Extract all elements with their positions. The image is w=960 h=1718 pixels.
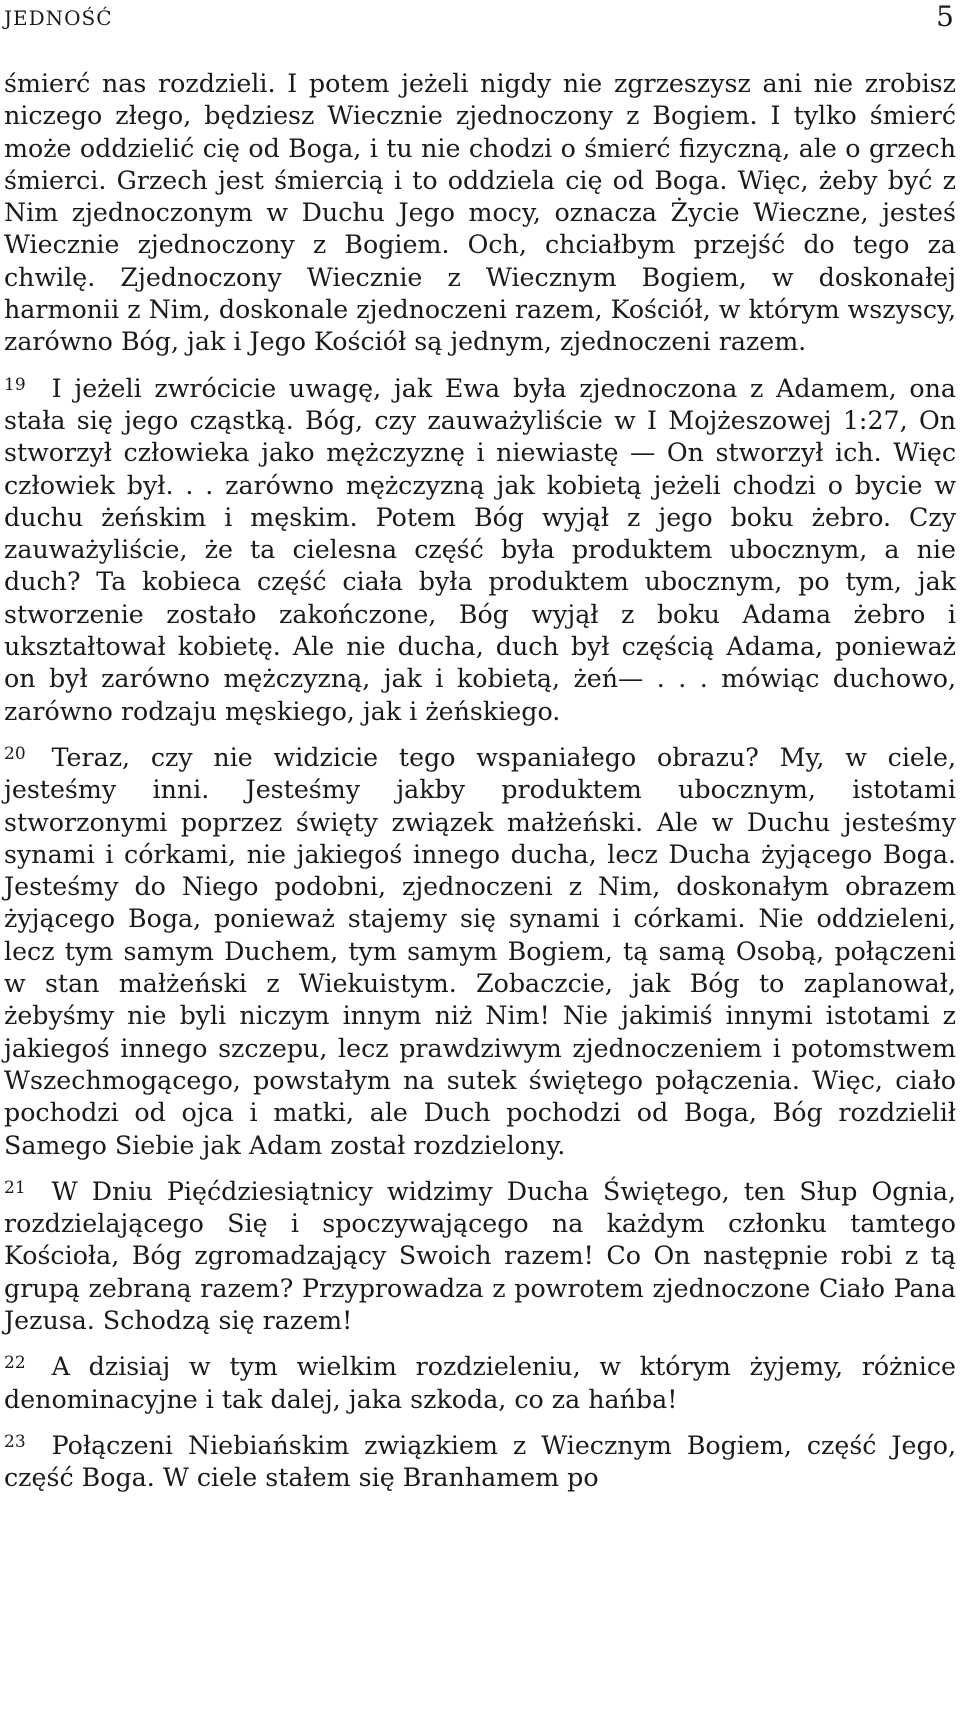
paragraph bbox=[4, 1176, 956, 1337]
paragraph-text: Połączeni Niebiańskim związkiem z Wiecznym Bogiem, część Jego, część Boga. W ciele stałem się Branhamem po bbox=[4, 1430, 956, 1493]
paragraph-text: Teraz, czy nie widzicie tego wspaniałego obrazu? My, w ciele, jesteśmy inni. Jesteśmy jakby produktem ubocznym, istotami stworzonymi poprzez święty związek małżeński. Ale w Duchu jesteśmy synami i córkami, nie jakiegoś innego ducha, lecz Ducha żyjącego Boga. Jesteśmy do Niego podobni, zjednoczeni z Nim, doskonałym obrazem żyjącego Boga, ponieważ stajemy się synami i córkami. Nie oddzieleni, lecz tym samym Duchem, tym samym Bogiem, tą samą Osobą, połączeni w stan małżeński z Wiekuistym. Zobaczcie, jak Bóg to zaplanował, żebyśmy nie byli niczym innym niż Nim! Nie jakimiś innymi istotami z jakiegoś innego szczepu, lecz prawdziwym zjednoczeniem i potomstwem Wszechmogącego, powstałym na sutek świętego połączenia. Więc, ciało pochodzi od ojca i matki, ale Duch pochodzi od Boga, Bóg rozdzielił Samego Siebie jak Adam został rozdzielony. bbox=[4, 742, 956, 1160]
paragraph bbox=[4, 1430, 956, 1495]
running-title: JEDNOŚĆ bbox=[4, 6, 113, 30]
paragraph bbox=[4, 373, 956, 728]
running-header bbox=[4, 0, 956, 40]
paragraph-number: 22 bbox=[4, 1353, 26, 1374]
body-text bbox=[4, 68, 956, 1494]
paragraph-number: 19 bbox=[4, 374, 26, 395]
document-page bbox=[4, 0, 956, 1494]
paragraph-text: A dzisiaj w tym wielkim rozdzieleniu, w którym żyjemy, różnice denominacyjne i tak dalej, jaka szkoda, co za hańba! bbox=[4, 1352, 956, 1414]
paragraph-text: W Dniu Pięćdziesiątnicy widzimy Ducha Świętego, ten Słup Ognia, rozdzielającego Się i spoczywającego na każdym członku tamtego Kościoła, Bóg zgromadzający Swoich razem! Co On następnie robi z tą grupą zebraną razem? Przyprowadza z powrotem zjednoczone Ciało Pana Jezusa. Schodzą się razem! bbox=[4, 1176, 956, 1335]
paragraph-text: śmierć nas rozdzieli. I potem jeżeli nigdy nie zgrzeszysz ani nie zrobisz niczego złego, będziesz Wiecznie zjednoczony z Bogiem. I tylko śmierć może oddzielić cię od Boga, i tu nie chodzi o śmierć fizyczną, ale o grzech śmierci. Grzech jest śmiercią i to oddziela cię od Boga. Więc, żeby być z Nim zjednoczonym w Duchu Jego mocy, oznacza Życie Wieczne, jesteś Wiecznie zjednoczony z Bogiem. Och, chciałbym przejść do tego za chwilę. Zjednoczony Wiecznie z Wiecznym Bogiem, w doskonałej harmonii z Nim, doskonale zjednoczeni razem, Kościół, w którym wszyscy, zarówno Bóg, jak i Jego Kościół są jednym, zjednoczeni razem. bbox=[4, 69, 957, 357]
paragraph-number: 21 bbox=[4, 1177, 26, 1198]
page-number: 5 bbox=[936, 0, 954, 33]
paragraph bbox=[4, 68, 956, 359]
paragraph bbox=[4, 1351, 956, 1416]
paragraph-number: 20 bbox=[4, 743, 26, 764]
paragraph-number: 23 bbox=[4, 1431, 26, 1452]
paragraph bbox=[4, 742, 956, 1162]
paragraph-text: I jeżeli zwrócicie uwagę, jak Ewa była zjednoczona z Adamem, ona stała się jego cząstką. Bóg, czy zauważyliście w I Mojżeszowej 1:27, On stworzył człowieka jako mężczyznę i niewiastę — On stworzył ich. Więc człowiek był. . . zarówno mężczyzną jak kobietą jeżeli chodzi o bycie w duchu żeńskim i męskim. Potem Bóg wyjął z jego boku żebro. Czy zauważyliście, że ta cielesna część była produktem ubocznym, a nie duch? Ta kobieca część ciała była produktem ubocznym, po tym, jak stworzenie zostało zakończone, Bóg wyjął z boku Adama żebro i ukształtował kobietę. Ale nie ducha, duch był częścią Adama, ponieważ on był zarówno mężczyzną, jak i kobietą, żeń— . . . mówiąc duchowo, zarówno rodzaju męskiego, jak i żeńskiego. bbox=[4, 373, 956, 726]
